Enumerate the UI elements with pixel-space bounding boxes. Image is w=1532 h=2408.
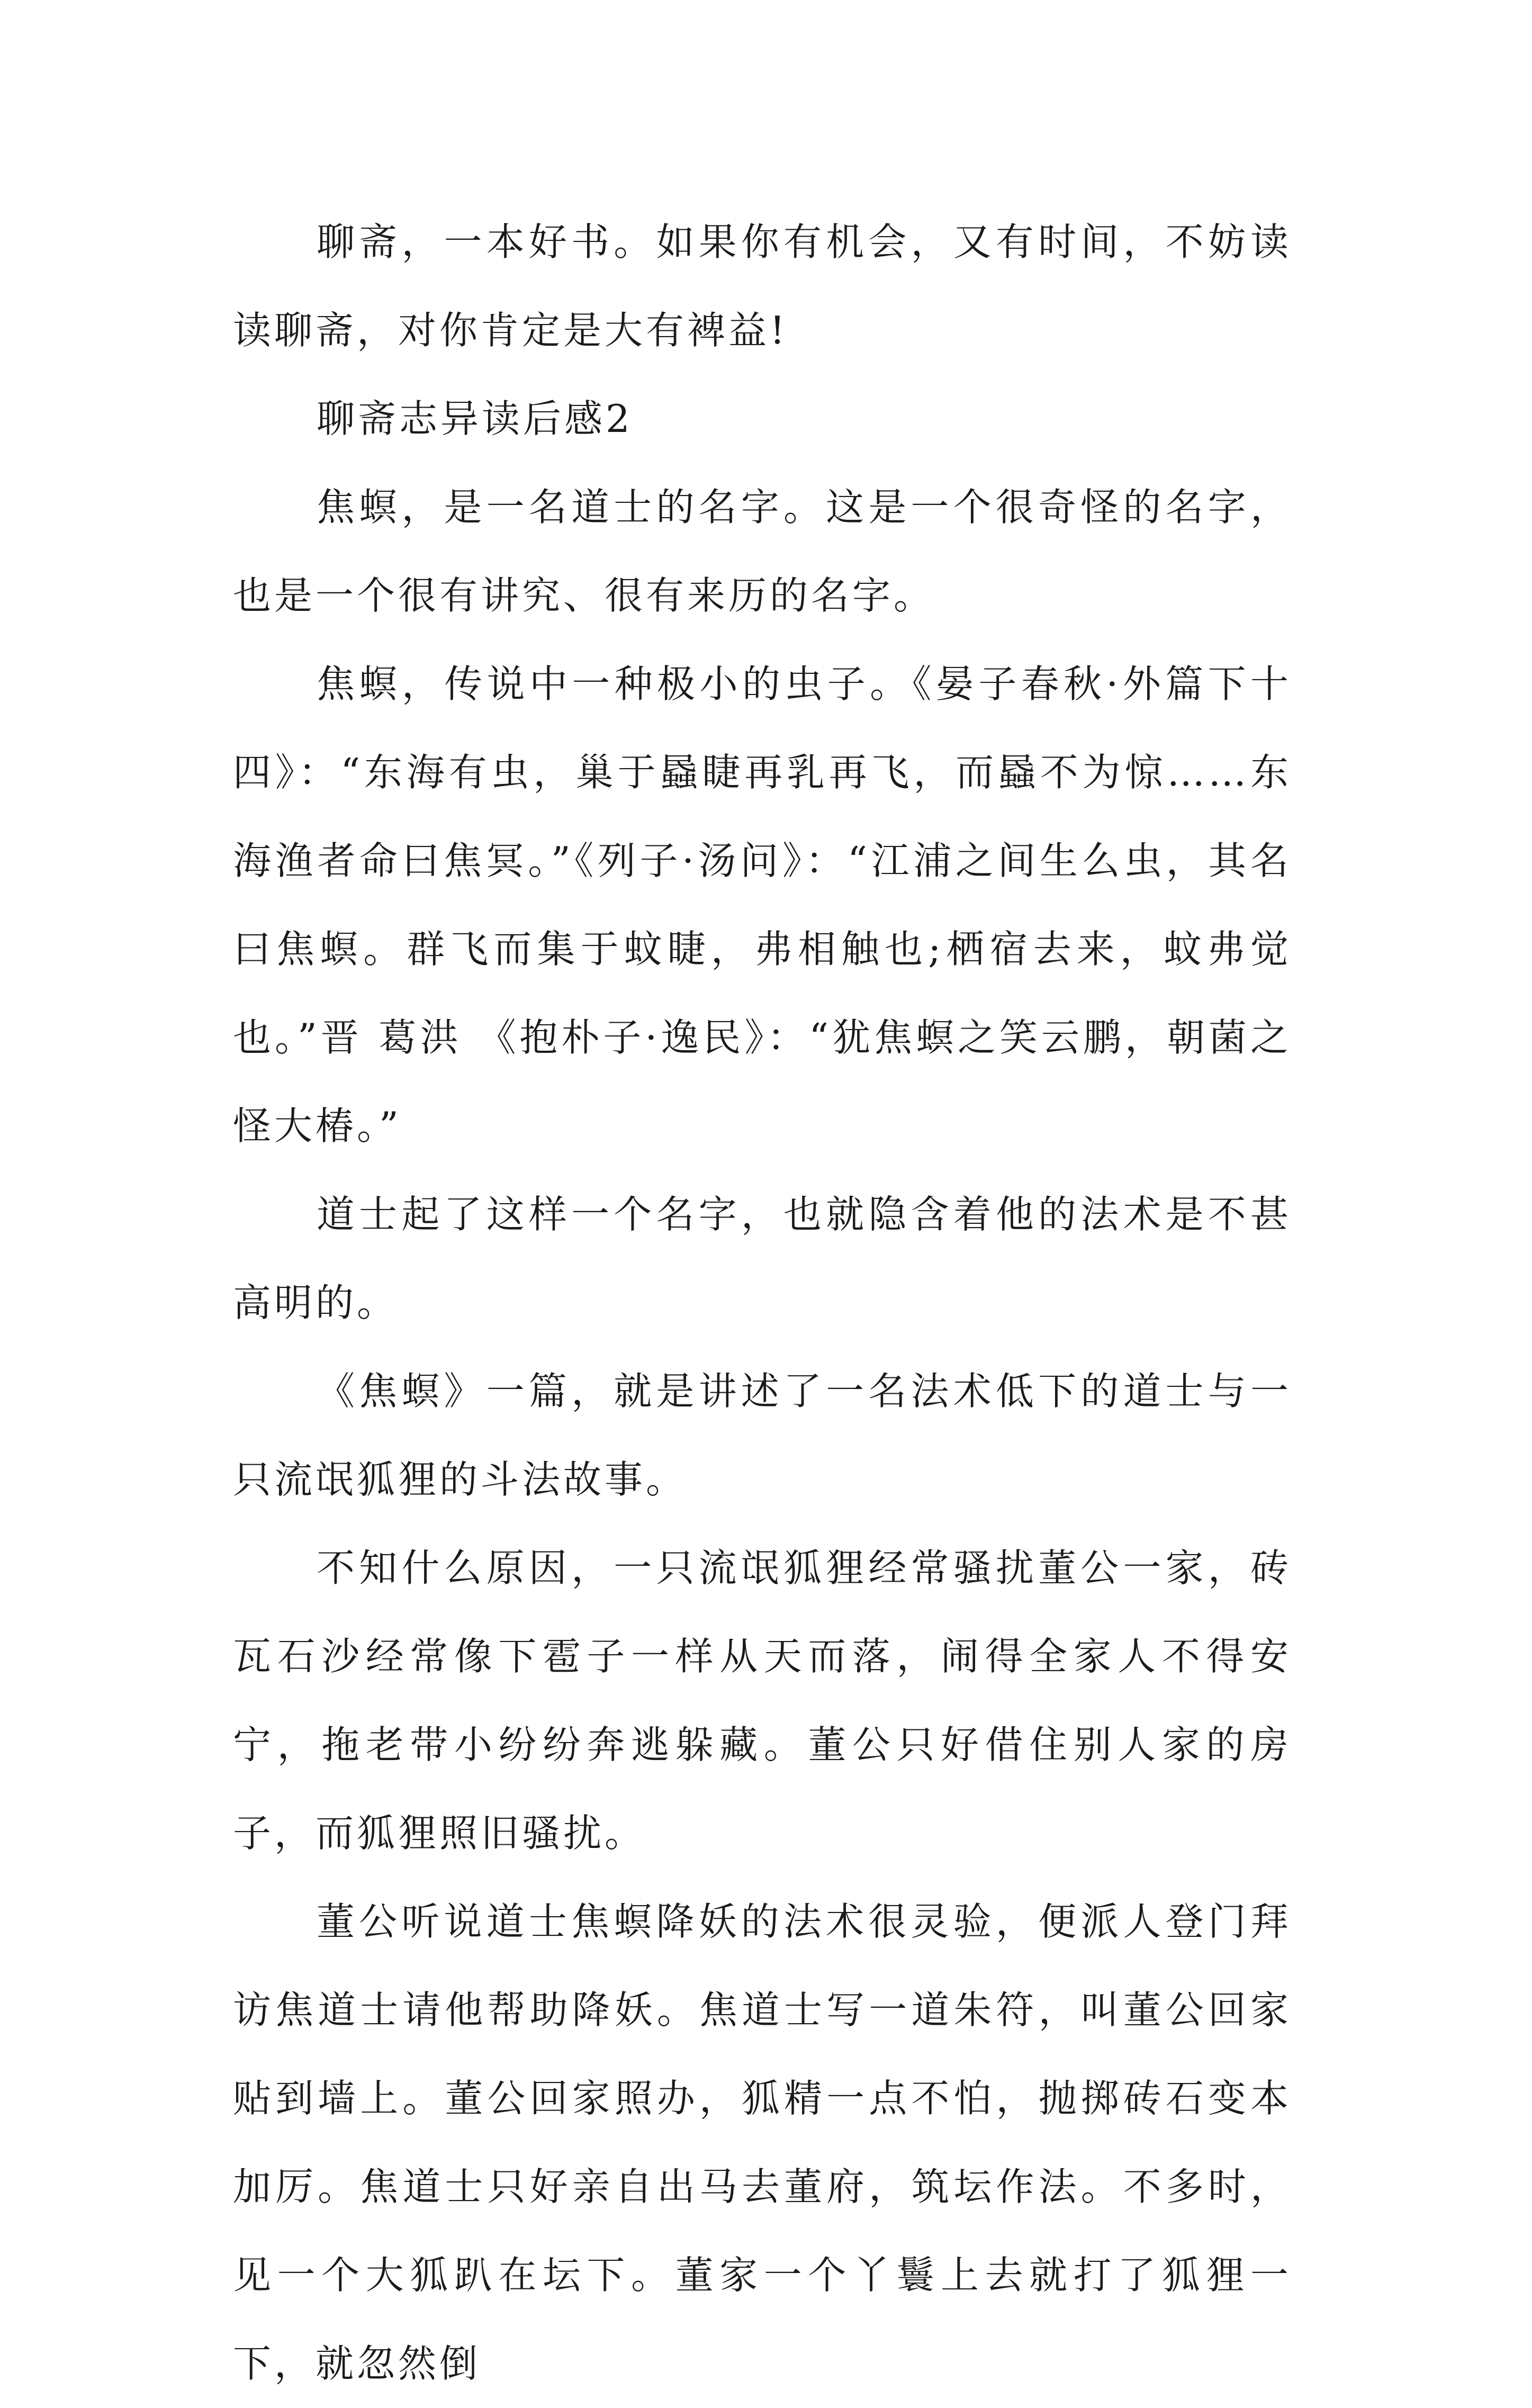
paragraph-story-summary: 《焦螟》一篇，就是讲述了一名法术低下的道士与一只流氓狐狸的斗法故事。 (233, 1369, 1292, 1502)
paragraph-fox-harassment: 不知什么原因，一只流氓狐狸经常骚扰董公一家，砖瓦石沙经常像下雹子一样从天而落，闹得全家人不得安宁，拖老带小纷纷奔逃躲藏。董公只好借住别人家的房子，而狐狸照旧骚扰。 (233, 1546, 1292, 1855)
document-body (233, 198, 1292, 2408)
paragraph-name-origin: 焦螟，传说中一种极小的虫子。《晏子春秋·外篇下十四》：“东海有虫，巢于蟁睫再乳再飞，而蟁不为惊……东海渔者命曰焦冥。”《列子·汤问》：“江浦之间生么虫，其名曰焦螟。群飞而集于蚊睫，弗相触也;栖宿去来，蚊弗觉也。”晋 葛洪 《抱朴子·逸民》：“犹焦螟之笑云鹏，朝菌之怪大椿。” (233, 662, 1292, 1148)
section-heading: 聊斋志异读后感2 (317, 396, 633, 441)
paragraph-name-meaning: 道士起了这样一个名字，也就隐含着他的法术是不甚高明的。 (233, 1192, 1292, 1325)
paragraph-name-intro: 焦螟，是一名道士的名字。这是一个很奇怪的名字，也是一个很有讲究、很有来历的名字。 (233, 485, 1292, 618)
paragraph-taoist-visit: 董公听说道士焦螟降妖的法术很灵验，便派人登门拜访焦道士请他帮助降妖。焦道士写一道朱符，叫董公回家贴到墙上。董公回家照办，狐精一点不怕，抛掷砖石变本加厉。焦道士只好亲自出马去董府，筑坛作法。不多时，见一个大狐趴在坛下。董家一个丫鬟上去就打了狐狸一下，就忽然倒 (233, 1899, 1292, 2386)
paragraph-conclusion: 聊斋，一本好书。如果你有机会，又有时间，不妨读读聊斋，对你肯定是大有裨益! (233, 220, 1292, 353)
